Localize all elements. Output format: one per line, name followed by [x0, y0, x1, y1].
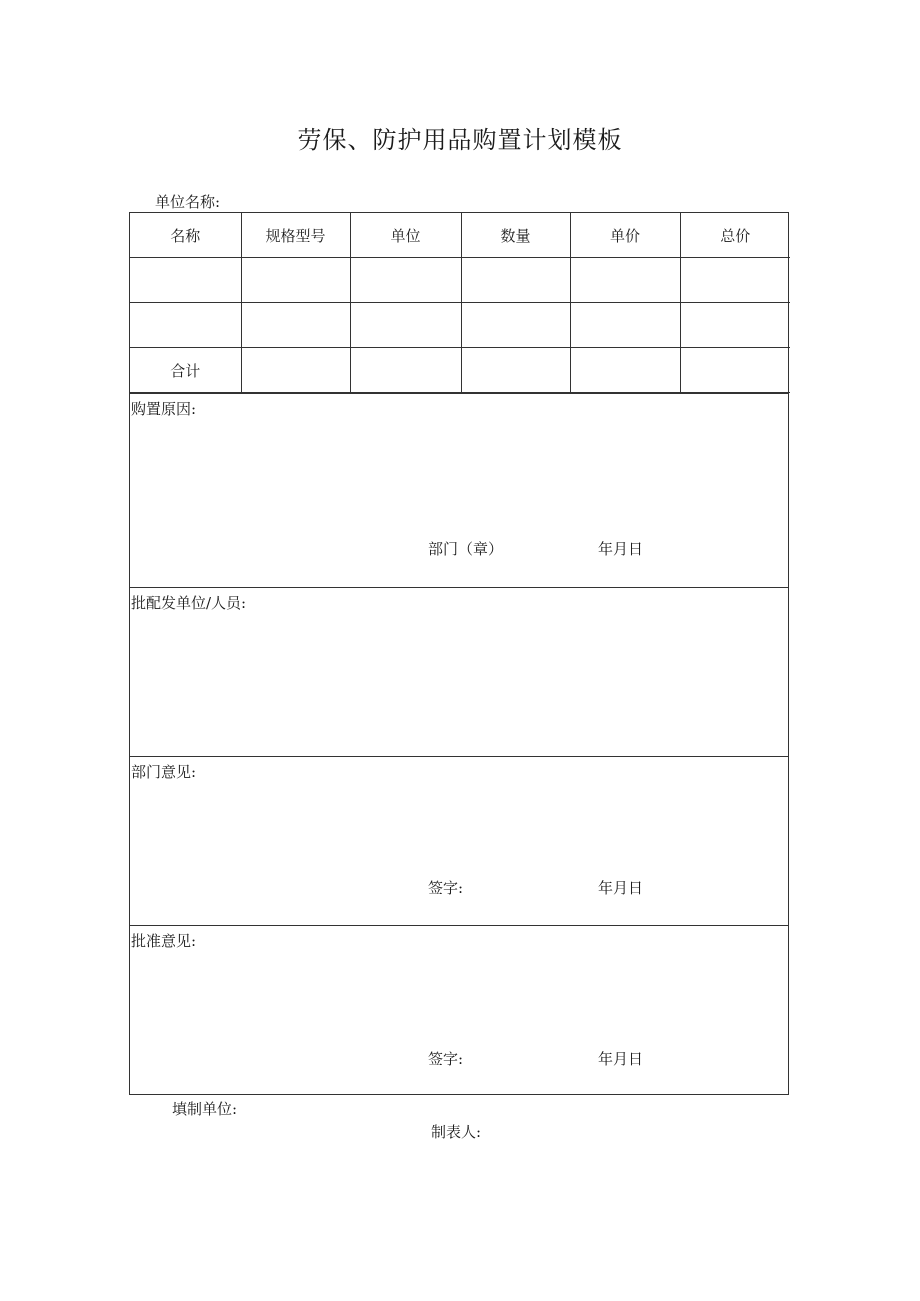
- header-total-price: 总价: [680, 213, 790, 258]
- table-cell[interactable]: [570, 258, 680, 303]
- table-cell[interactable]: [350, 303, 461, 348]
- signature-label: 签字:: [428, 1050, 464, 1068]
- table-cell[interactable]: [461, 348, 570, 393]
- department-opinion-section[interactable]: [130, 756, 788, 925]
- header-unit-price: 单价: [570, 213, 680, 258]
- table-cell[interactable]: [130, 258, 241, 303]
- table-cell[interactable]: [350, 258, 461, 303]
- table-row: [130, 303, 790, 348]
- allocation-label: 批配发单位/人员:: [131, 594, 247, 612]
- document-title: 劳保、防护用品购置计划模板: [297, 126, 623, 154]
- items-table: [130, 213, 790, 393]
- signature-label: 签字:: [428, 879, 464, 897]
- table-cell[interactable]: [241, 348, 350, 393]
- department-opinion-label: 部门意见:: [131, 763, 197, 781]
- unit-name-label: 单位名称:: [155, 193, 221, 211]
- total-label: 合计: [130, 348, 241, 393]
- total-row: [130, 348, 790, 393]
- table-cell[interactable]: [680, 303, 790, 348]
- date-label: 年月日: [598, 1050, 644, 1068]
- table-maker-label: 制表人:: [431, 1123, 482, 1141]
- table-cell[interactable]: [461, 303, 570, 348]
- table-cell[interactable]: [241, 303, 350, 348]
- table-cell[interactable]: [680, 258, 790, 303]
- allocation-section[interactable]: [130, 587, 788, 756]
- table-row: [130, 258, 790, 303]
- date-label: 年月日: [598, 879, 644, 897]
- header-quantity: 数量: [461, 213, 570, 258]
- date-label: 年月日: [598, 540, 644, 558]
- table-cell[interactable]: [241, 258, 350, 303]
- table-cell[interactable]: [130, 303, 241, 348]
- header-spec-model: 规格型号: [241, 213, 350, 258]
- table-cell[interactable]: [570, 303, 680, 348]
- purchase-reason-section[interactable]: [130, 393, 788, 587]
- fill-unit-label: 填制单位:: [172, 1100, 238, 1118]
- header-name: 名称: [130, 213, 241, 258]
- table-header-row: [130, 213, 790, 258]
- table-cell[interactable]: [461, 258, 570, 303]
- approval-opinion-label: 批准意见:: [131, 932, 197, 950]
- purchase-reason-label: 购置原因:: [131, 400, 197, 418]
- department-seal-label: 部门（章）: [428, 540, 504, 558]
- header-unit: 单位: [350, 213, 461, 258]
- table-cell[interactable]: [350, 348, 461, 393]
- purchase-plan-form: [129, 212, 789, 1095]
- table-cell[interactable]: [680, 348, 790, 393]
- approval-opinion-section[interactable]: [130, 925, 788, 1095]
- table-cell[interactable]: [570, 348, 680, 393]
